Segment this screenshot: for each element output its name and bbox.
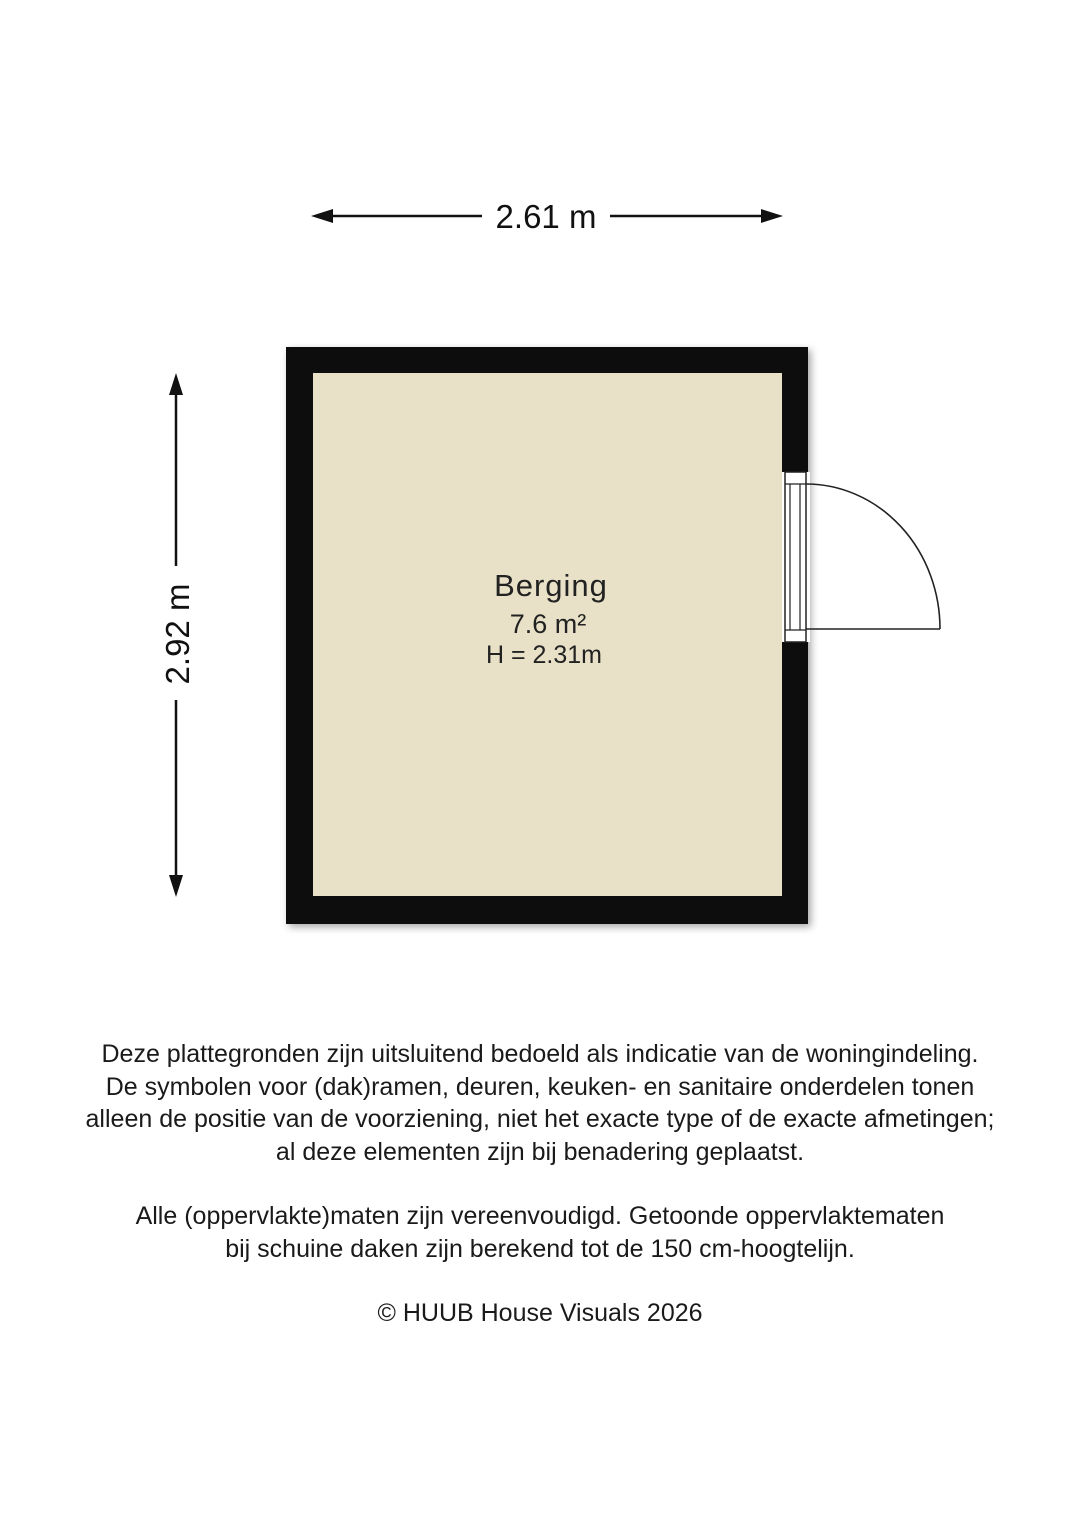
room-name: Berging xyxy=(494,568,608,603)
disclaimer-line: De symbolen voor (dak)ramen, deuren, keuken- en sanitaire onderdelen tonen xyxy=(105,1072,975,1101)
room-area: 7.6 m² xyxy=(509,609,587,639)
height-dimension xyxy=(159,373,196,897)
room-height: H = 2.31m xyxy=(485,641,603,669)
disclaimer-line: Deze plattegronden zijn uitsluitend bedoeld als indicatie van de woningindeling. xyxy=(101,1040,979,1068)
arrow-right-icon xyxy=(761,209,783,223)
height-label: 2.92 m xyxy=(159,583,196,685)
width-dimension xyxy=(311,198,783,235)
disclaimer xyxy=(0,1038,1080,1330)
arrow-down-icon xyxy=(169,875,183,897)
disclaimer-line: alleen de positie van de voorziening, niet het exacte type of de exacte afmetingen; xyxy=(85,1105,995,1133)
room-berging xyxy=(286,347,940,924)
width-label: 2.61 m xyxy=(495,198,597,235)
disclaimer-line: al deze elementen zijn bij benadering geplaatst. xyxy=(275,1137,805,1166)
arrow-left-icon xyxy=(311,209,333,223)
disclaimer-line: Alle (oppervlakte)maten zijn vereenvoudigd. Getoonde oppervlaktematen xyxy=(135,1202,945,1230)
disclaimer-paragraph-2 xyxy=(0,1200,1080,1265)
door-frame xyxy=(785,472,806,642)
door-swing-arc xyxy=(806,484,940,629)
disclaimer-line: bij schuine daken zijn berekend tot de 150 cm-hoogtelijn. xyxy=(225,1234,855,1263)
arrow-up-icon xyxy=(169,373,183,395)
disclaimer-paragraph-1 xyxy=(0,1038,1080,1168)
copyright: © HUUB House Visuals 2026 xyxy=(377,1299,703,1327)
